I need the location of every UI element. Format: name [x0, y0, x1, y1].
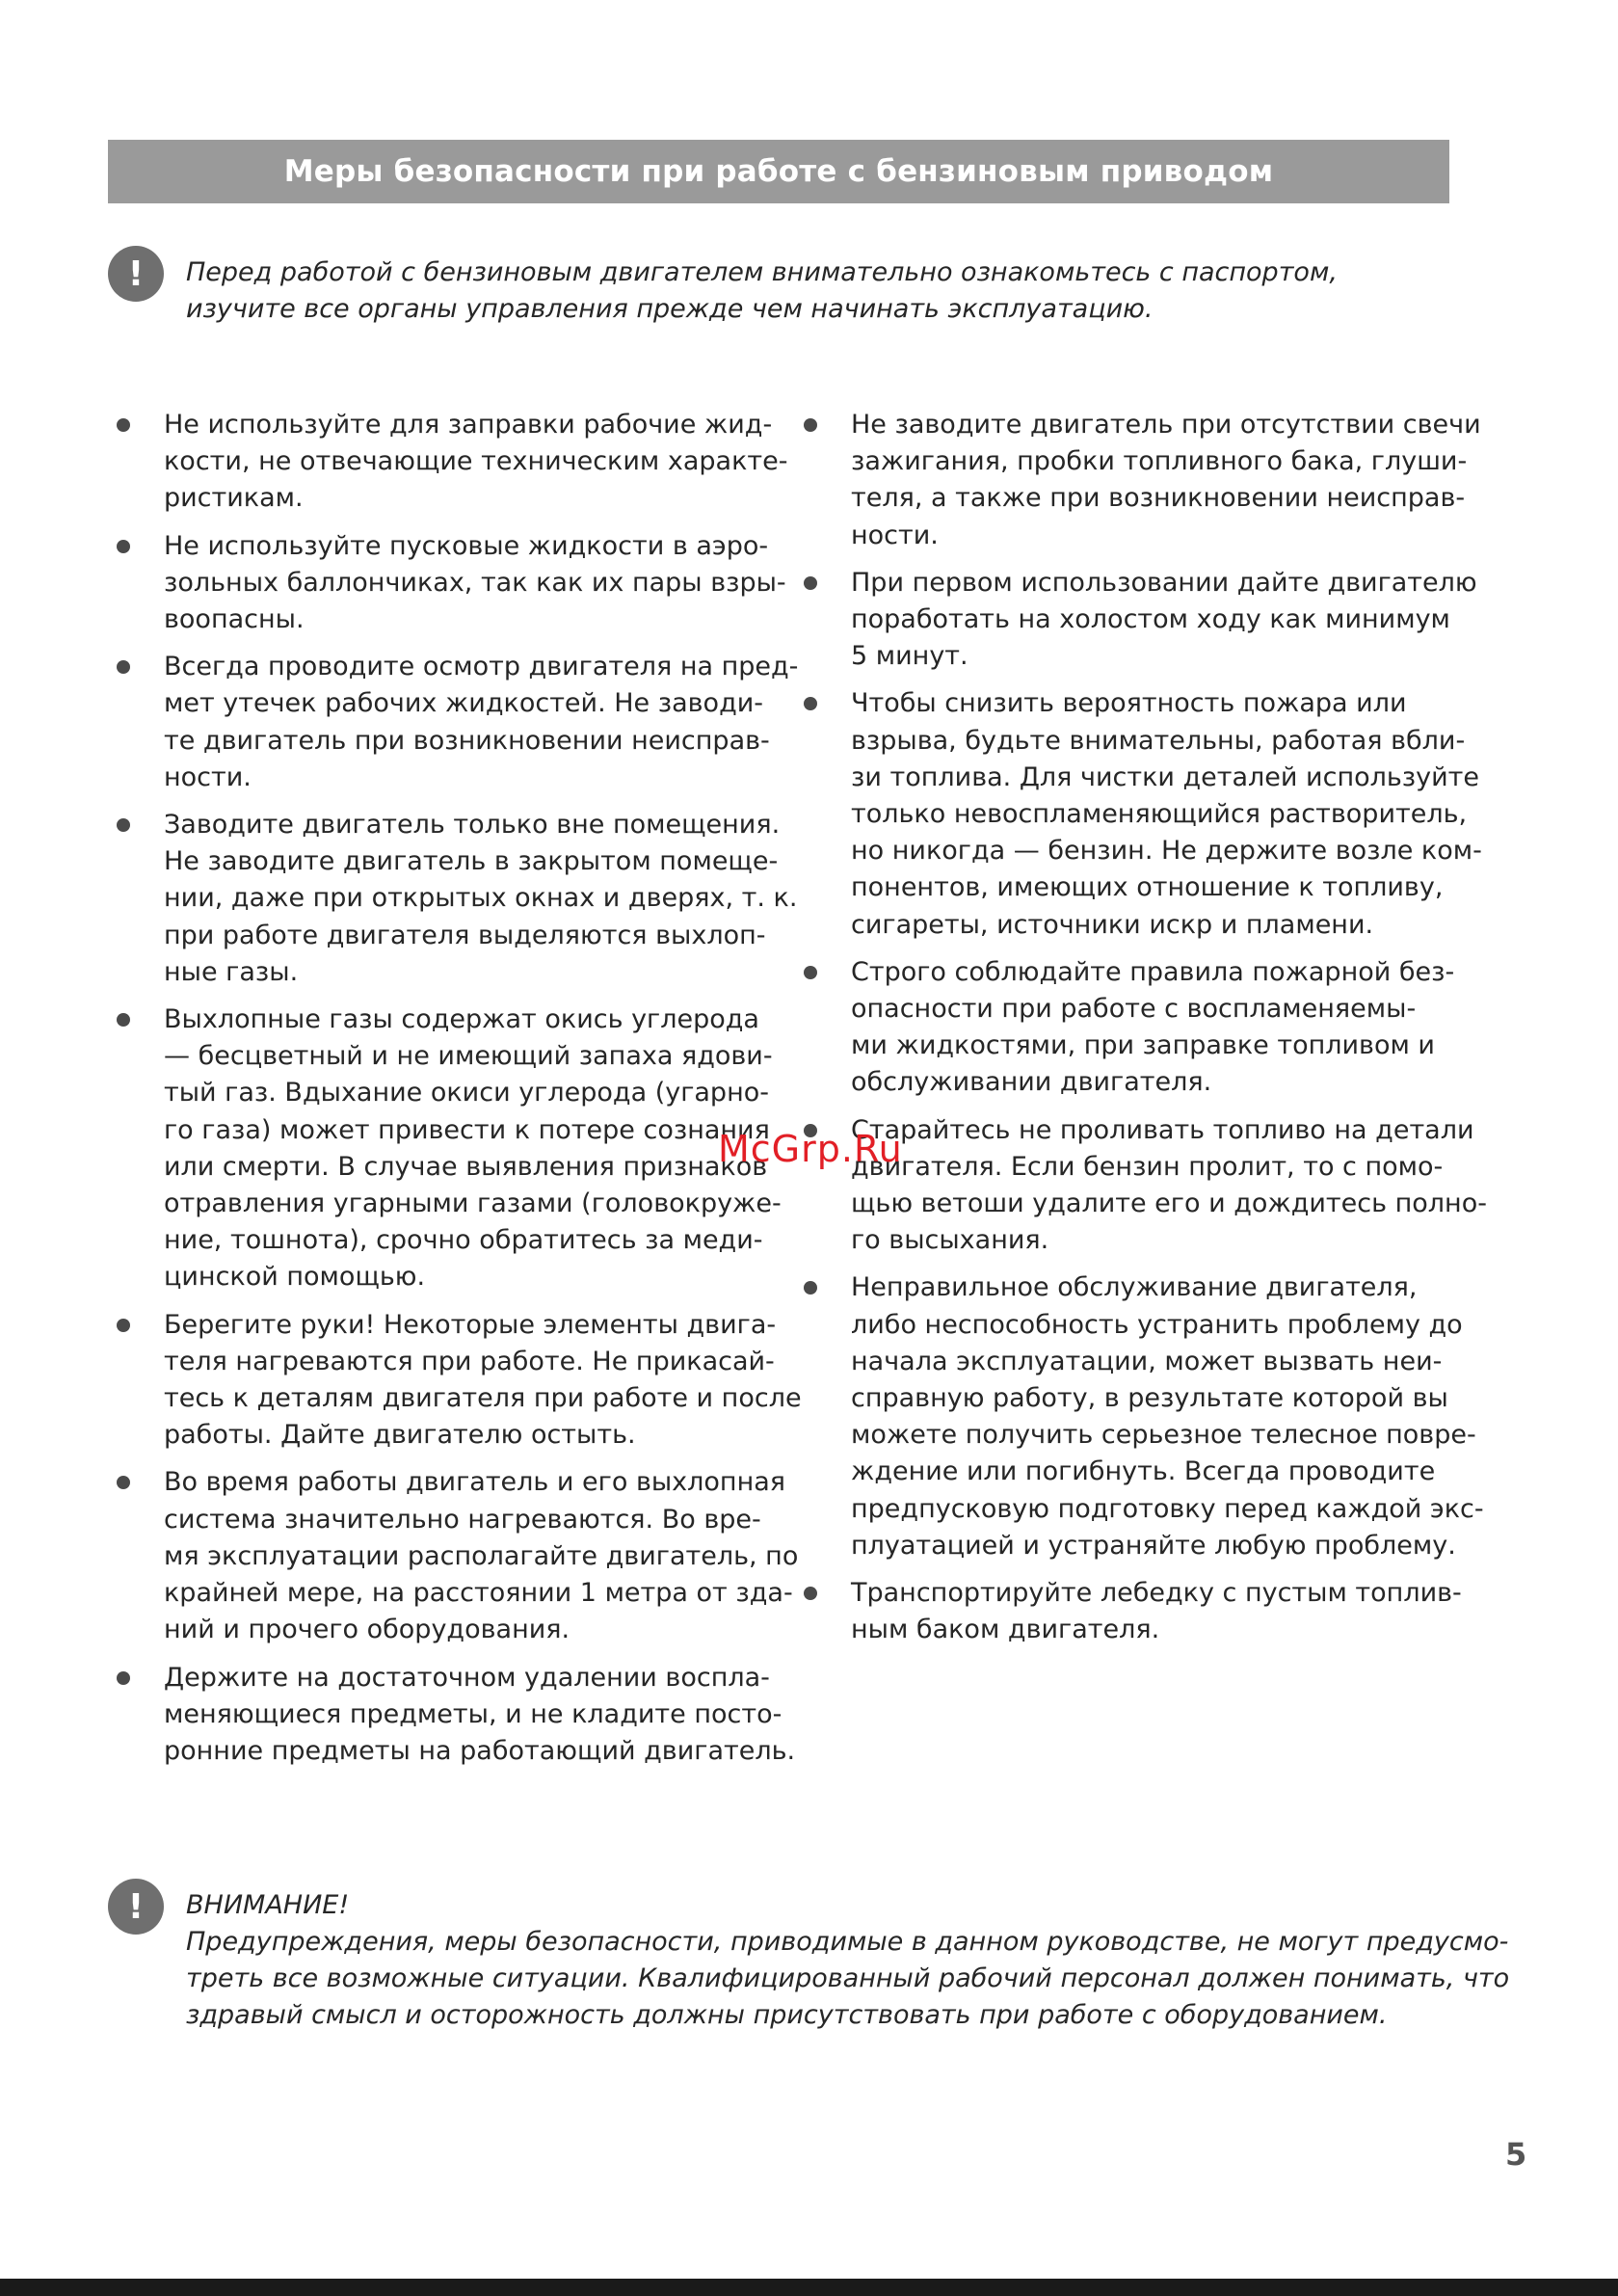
bullet-dot-icon — [117, 1013, 130, 1027]
bullet-item-line: цинской помощью. — [164, 1262, 426, 1293]
bullet-item — [108, 1660, 802, 1771]
bullet-dot-icon — [804, 576, 817, 590]
bullet-item-line: справную работу, в результате которой вы — [851, 1383, 1448, 1414]
section-title: Меры безопасности при работе с бензиновым приводом — [283, 154, 1274, 189]
bullet-item-line: Заводите двигатель только вне помещения. — [164, 810, 781, 841]
left-column — [108, 407, 802, 1780]
bullet-item-line: Не используйте пусковые жидкости в аэро- — [164, 530, 769, 561]
exclamation-icon — [108, 1879, 164, 1935]
bullet-dot-icon — [117, 540, 130, 553]
bullet-item-line: крайней мере, на расстоянии 1 метра от зда- — [164, 1578, 793, 1609]
bullet-dot-icon — [804, 1587, 817, 1600]
footer-bar — [0, 2279, 1618, 2296]
exclamation-glyph: ! — [127, 254, 145, 294]
bullet-item-line: го газа) может привести к потере сознания — [164, 1114, 770, 1145]
bullet-item-line: опасности при работе с воспламеняемы- — [851, 994, 1417, 1025]
bullet-dot-icon — [117, 1319, 130, 1332]
bullet-item-line: ронние предметы на работающий двигатель. — [164, 1735, 796, 1766]
bullet-item-line: теля нагреваются при работе. Не прикасай- — [164, 1346, 775, 1376]
bullet-item — [795, 685, 1489, 943]
bullet-item-line: зажигания, пробки топливного бака, глуши- — [851, 446, 1468, 477]
notice-top — [186, 254, 1338, 328]
bullet-item-line: Неправильное обслуживание двигателя, — [851, 1272, 1418, 1303]
bullet-item-line: система значительно нагреваются. Во вре- — [164, 1504, 761, 1535]
watermark: McGrp.Ru — [718, 1128, 903, 1170]
bullet-item-line: Не заводите двигатель при отсутствии свечи — [851, 410, 1481, 440]
bullet-item-line: ждение или погибнуть. Всегда проводите — [851, 1456, 1436, 1487]
bullet-dot-icon — [117, 1476, 130, 1489]
bullet-item-line: теля, а также при возникновении неисправ- — [851, 483, 1466, 514]
bullet-item-line: Чтобы снизить вероятность пожара или — [851, 688, 1407, 719]
bullet-item-line: ности. — [164, 761, 252, 792]
bullet-dot-icon — [117, 818, 130, 832]
bullet-dot-icon — [804, 418, 817, 432]
bullet-item-line: зольных баллончиках, так как их пары взры- — [164, 567, 786, 598]
section-title-bar — [108, 140, 1449, 203]
bullet-item-line: двигателя. Если бензин пролит, то с помо- — [851, 1151, 1444, 1182]
bullet-item-line: только невоспламеняющийся растворитель, — [851, 799, 1468, 830]
bullet-item-line: мет утечек рабочих жидкостей. Не заводи- — [164, 688, 764, 719]
notice-bottom-line: здравый смысл и осторожность должны присутствовать при работе с оборудованием. — [186, 2000, 1388, 2030]
notice-bottom-line: Предупреждения, меры безопасности, приводимые в данном руководстве, не могут предусмо- — [186, 1927, 1509, 1957]
bullet-item-line: мя эксплуатации располагайте двигатель, по — [164, 1540, 799, 1571]
bullet-item-line: можете получить серьезное телесное повре- — [851, 1420, 1476, 1451]
notice-bottom — [186, 1887, 1509, 2034]
bullet-item-line: отравления угарными газами (головокруже- — [164, 1188, 782, 1219]
bullet-item-line: но никогда — бензин. Не держите возле ком- — [851, 836, 1482, 867]
bullet-item-line: ные газы. — [164, 956, 299, 987]
bullet-item-line: кости, не отвечающие техническим характе- — [164, 446, 788, 477]
bullet-item-line: го высыхания. — [851, 1225, 1049, 1256]
bullet-item — [795, 1575, 1489, 1648]
notice-top-line: изучите все органы управления прежде чем начинать эксплуатацию. — [186, 294, 1154, 324]
bullet-item — [108, 407, 802, 518]
bullet-dot-icon — [804, 697, 817, 710]
exclamation-icon — [108, 246, 164, 302]
bullet-item-line: либо неспособность устранить проблему до — [851, 1309, 1463, 1340]
bullet-item — [108, 649, 802, 796]
bullet-item-line: меняющиеся предметы, и не кладите посто- — [164, 1698, 782, 1729]
bullet-item-line: ности. — [851, 520, 939, 550]
bullet-item-line: нии, даже при открытых окнах и дверях, т. к. — [164, 883, 798, 914]
bullet-item-line: начала эксплуатации, может вызвать неи- — [851, 1346, 1443, 1376]
bullet-item-line: ми жидкостями, при заправке топливом и — [851, 1030, 1435, 1061]
bullet-item-line: при работе двигателя выделяются выхлоп- — [164, 920, 766, 950]
bullet-item-line: ний и прочего оборудования. — [164, 1615, 570, 1645]
bullet-item-line: те двигатель при возникновении неисправ- — [164, 725, 770, 756]
bullet-item-line: щью ветоши удалите его и дождитесь полно- — [851, 1188, 1487, 1219]
bullet-item — [108, 1307, 802, 1455]
bullet-item-line: Во время работы двигатель и его выхлопная — [164, 1467, 786, 1498]
bullet-dot-icon — [117, 418, 130, 432]
bullet-item-line: ристикам. — [164, 483, 304, 514]
bullet-item — [108, 528, 802, 639]
bullet-item — [108, 807, 802, 991]
bullet-item-line: ным баком двигателя. — [851, 1615, 1160, 1645]
bullet-dot-icon — [117, 660, 130, 674]
bullet-dot-icon — [804, 1281, 817, 1295]
bullet-item-line: — бесцветный и не имеющий запаха ядови- — [164, 1041, 773, 1072]
bullet-item-line: 5 минут. — [851, 641, 968, 672]
exclamation-glyph: ! — [127, 1886, 145, 1927]
notice-bottom-heading: ВНИМАНИЕ! — [186, 1890, 350, 1920]
bullet-item — [795, 407, 1489, 554]
bullet-item-line: работы. Дайте двигателю остыть. — [164, 1420, 636, 1451]
bullet-item-line: Старайтесь не проливать топливо на детали — [851, 1114, 1474, 1145]
bullet-item-line: Берегите руки! Некоторые элементы двига- — [164, 1309, 777, 1340]
bullet-item-line: Держите на достаточном удалении воспла- — [164, 1662, 770, 1693]
bullet-item — [795, 954, 1489, 1102]
bullet-item-line: обслуживании двигателя. — [851, 1067, 1212, 1098]
bullet-item-line: тый газ. Вдыхание окиси углерода (угарно- — [164, 1078, 769, 1108]
notice-top-line: Перед работой с бензиновым двигателем внимательно ознакомьтесь с паспортом, — [186, 257, 1338, 287]
bullet-item-line: При первом использовании дайте двигателю — [851, 567, 1477, 598]
bullet-item-line: Не используйте для заправки рабочие жид- — [164, 410, 773, 440]
bullet-item-line: или смерти. В случае выявления признаков — [164, 1151, 768, 1182]
page-number: 5 — [1505, 2136, 1527, 2173]
bullet-dot-icon — [804, 966, 817, 979]
right-column — [795, 407, 1489, 1660]
bullet-item-line: Всегда проводите осмотр двигателя на пред- — [164, 652, 799, 682]
bullet-item-line: Не заводите двигатель в закрытом помеще- — [164, 846, 779, 877]
bullet-item-line: плуатацией и устраняйте любую проблему. — [851, 1530, 1456, 1561]
bullet-dot-icon — [117, 1671, 130, 1685]
bullet-item — [108, 1001, 802, 1296]
bullet-item-line: предпусковую подготовку перед каждой экс- — [851, 1493, 1484, 1524]
notice-bottom-line: треть все возможные ситуации. Квалифицированный рабочий персонал должен понимать, что — [186, 1963, 1510, 1993]
bullet-item-line: зи топлива. Для чистки деталей используйте — [851, 761, 1480, 792]
bullet-item — [108, 1464, 802, 1648]
bullet-item — [795, 565, 1489, 676]
bullet-item-line: взрыва, будьте внимательны, работая вбли- — [851, 725, 1466, 756]
bullet-item-line: воопасны. — [164, 604, 305, 635]
bullet-item-line: Выхлопные газы содержат окись углерода — [164, 1004, 759, 1035]
bullet-item-line: поработать на холостом ходу как минимум — [851, 604, 1450, 635]
bullet-item-line: тесь к деталям двигателя при работе и после — [164, 1383, 802, 1414]
bullet-item-line: ние, тошнота), срочно обратитесь за меди- — [164, 1225, 763, 1256]
bullet-item-line: Строго соблюдайте правила пожарной без- — [851, 956, 1455, 987]
bullet-item-line: Транспортируйте лебедку с пустым топлив- — [851, 1578, 1462, 1609]
bullet-item-line: понентов, имеющих отношение к топливу, — [851, 872, 1444, 903]
bullet-item-line: сигареты, источники искр и пламени. — [851, 909, 1374, 940]
bullet-item — [795, 1269, 1489, 1564]
